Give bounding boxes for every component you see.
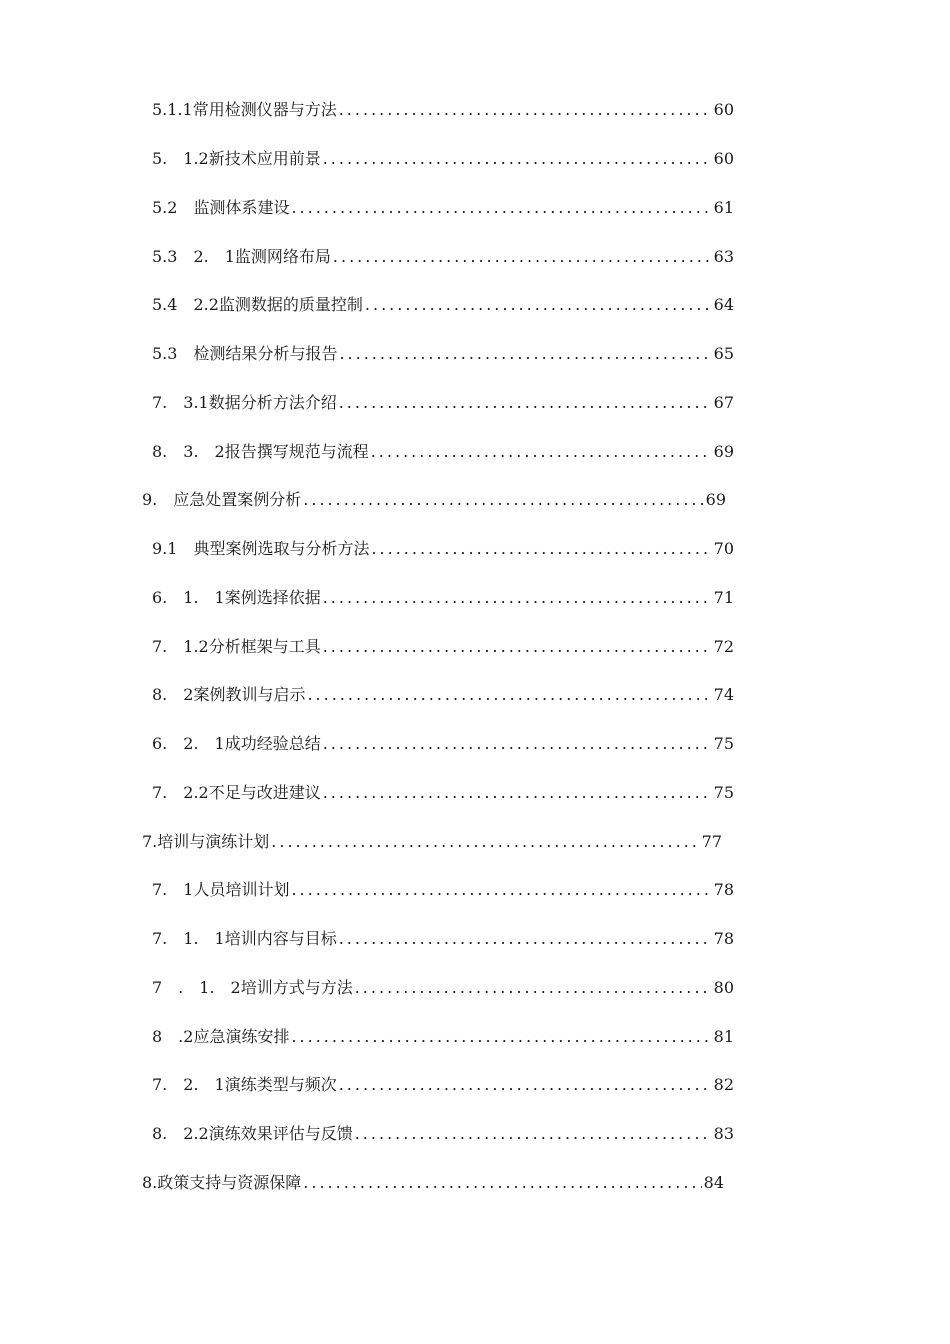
toc-dot-leader [355,978,712,998]
toc-entry[interactable] [152,588,734,608]
toc-dot-leader [323,588,712,608]
toc-entry[interactable] [152,149,734,169]
toc-entry[interactable] [152,198,734,218]
toc-entry-title: 8. 3. 2报告撰写规范与流程 [152,442,369,461]
toc-page-number: 71 [713,588,734,607]
toc-entry[interactable] [152,1075,734,1095]
toc-entry-title: 5.3 2. 1监测网络布局 [152,247,331,266]
toc-entry-title: 9. 应急处置案例分析 [142,490,302,509]
toc-entry-title: 8. 2.2演练效果评估与反馈 [152,1124,353,1143]
toc-page-number: 60 [713,100,734,119]
toc-entry-title: 5.1.1常用检测仪器与方法 [152,100,337,119]
toc-dot-leader [291,1027,711,1047]
toc-page-number: 72 [713,637,734,656]
toc-entry[interactable] [152,344,734,364]
toc-dot-leader [339,100,712,120]
toc-dot-leader [365,295,712,315]
toc-entry-title: 5. 1.2新技术应用前景 [152,149,321,168]
toc-dot-leader [291,880,711,900]
toc-page-number: 75 [713,783,734,802]
toc-entry[interactable] [152,685,734,705]
toc-entry-title: 8. 2案例教训与启示 [152,685,306,704]
toc-dot-leader [323,783,712,803]
toc-entry-title: 6. 1. 1案例选择依据 [152,588,321,607]
toc-entry-title: 6. 2. 1成功经验总结 [152,734,321,753]
toc-page-number: 60 [713,149,734,168]
toc-page-number: 78 [713,880,734,899]
toc-dot-leader [339,929,712,949]
toc-page-number: 74 [713,685,734,704]
toc-dot-leader [303,1173,701,1193]
toc-entry[interactable] [152,978,734,998]
toc-page-number: 63 [713,247,734,266]
toc-page-number: 77 [701,832,722,851]
toc-entry-title: 7. 1. 1培训内容与目标 [152,929,337,948]
toc-dot-leader [339,344,711,364]
toc-dot-leader [371,442,712,462]
toc-entry-title: 7 . 1. 2培训方式与方法 [152,978,353,997]
toc-dot-leader [355,1124,712,1144]
toc-page-number: 80 [713,978,734,997]
toc-page-number: 82 [713,1075,734,1094]
toc-page-number: 67 [713,393,734,412]
toc-page-number: 84 [703,1173,724,1192]
toc-page-number: 83 [713,1124,734,1143]
toc-entry-title: 9.1 典型案例选取与分析方法 [152,539,370,558]
toc-entry-title: 7. 2. 1演练类型与频次 [152,1075,337,1094]
toc-entry[interactable] [152,929,734,949]
toc-entry-title: 7. 1.2分析框架与工具 [152,637,321,656]
toc-dot-leader [323,734,712,754]
toc-entry[interactable] [152,1124,734,1144]
toc-dot-leader [323,149,712,169]
toc-page-number: 75 [713,734,734,753]
toc-dot-leader [339,393,712,413]
toc-entry[interactable] [152,880,734,900]
toc-page-number: 61 [713,198,734,217]
toc-entry[interactable] [152,539,734,559]
toc-page-number: 69 [713,442,734,461]
toc-page-number: 81 [713,1027,734,1046]
toc-dot-leader [323,637,712,657]
toc-dot-leader [371,539,711,559]
toc-entry[interactable] [152,783,734,803]
toc-entry[interactable] [152,295,734,315]
toc-dot-leader [333,247,712,267]
toc-page-number: 70 [713,539,734,558]
toc-page-number: 64 [713,295,734,314]
toc-entry-title: 5.3 检测结果分析与报告 [152,344,338,363]
toc-entry-title: 7. 1人员培训计划 [152,880,290,899]
toc-dot-leader [291,198,711,218]
toc-page-number: 65 [713,344,734,363]
toc-entry[interactable] [152,100,734,120]
toc-dot-leader [339,1075,712,1095]
toc-entry-title: 7. 3.1数据分析方法介绍 [152,393,337,412]
toc-page-number: 78 [713,929,734,948]
toc-entry[interactable] [142,490,726,510]
toc-entry[interactable] [152,637,734,657]
toc-entry[interactable] [152,442,734,462]
toc-dot-leader [303,490,703,510]
toc-entry-title: 5.2 监测体系建设 [152,198,290,217]
toc-entry-title: 8 .2应急演练安排 [152,1027,290,1046]
toc-entry[interactable] [152,393,734,413]
toc-dot-leader [307,685,711,705]
toc-entry-title: 8.政策支持与资源保障 [142,1173,302,1192]
toc-entry[interactable] [152,247,734,267]
toc-dot-leader [271,832,699,852]
toc-entry[interactable] [152,1027,734,1047]
toc-entry[interactable] [142,1173,724,1193]
toc-entry-title: 7.培训与演练计划 [142,832,270,851]
toc-entry[interactable] [142,832,722,852]
toc-entry[interactable] [152,734,734,754]
toc-entry-title: 5.4 2.2监测数据的质量控制 [152,295,363,314]
toc-entry-title: 7. 2.2不足与改进建议 [152,783,321,802]
toc-page-number: 69 [705,490,726,509]
